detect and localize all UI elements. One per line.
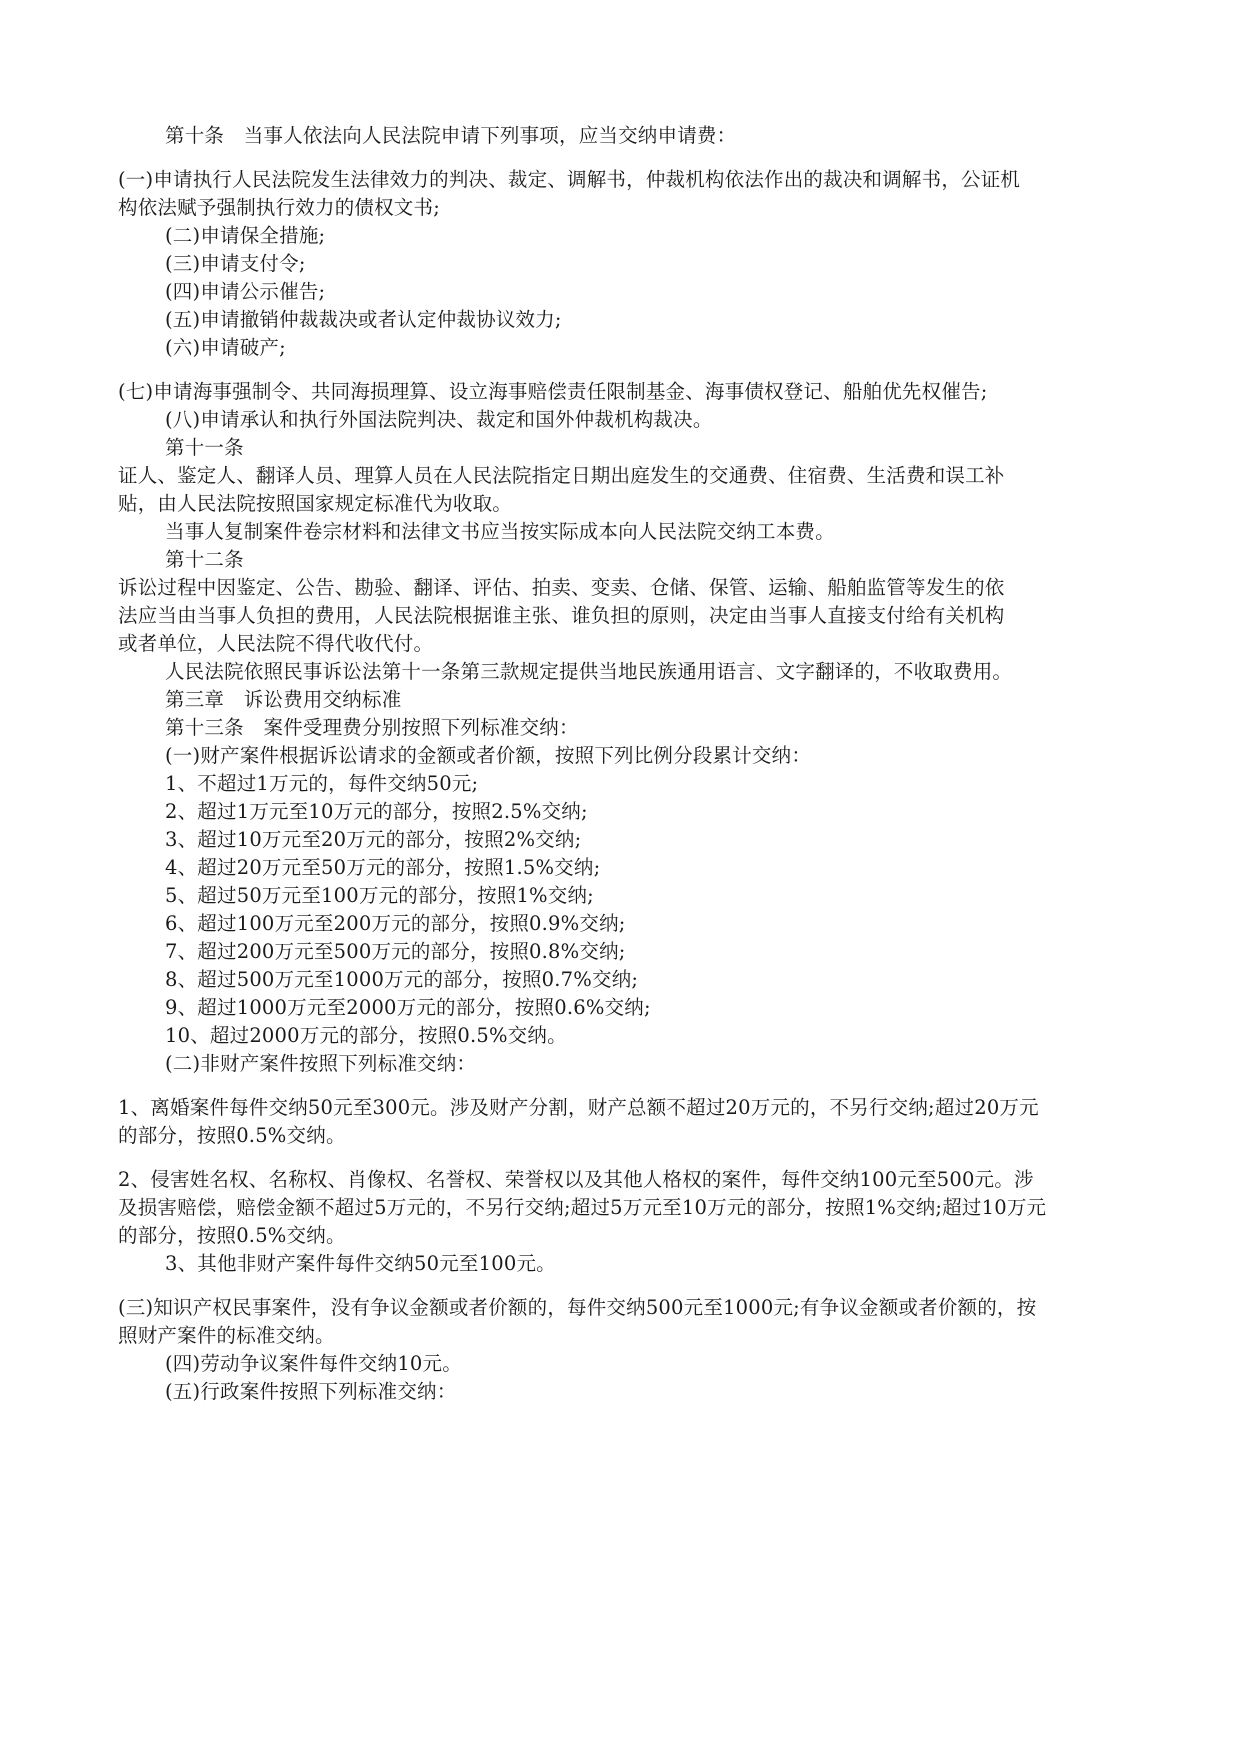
text-line: 5、超过50万元至100万元的部分，按照1%交纳;: [165, 884, 594, 907]
text-line: 3、其他非财产案件每件交纳50元至100元。: [165, 1252, 556, 1275]
text-line: 贴，由人民法院按照国家规定标准代为收取。: [118, 492, 513, 515]
text-line: 诉讼过程中因鉴定、公告、勘验、翻译、评估、拍卖、变卖、仓储、保管、运输、船舶监管等发生的依: [118, 576, 1005, 599]
text-line: 6、超过100万元至200万元的部分，按照0.9%交纳;: [165, 912, 626, 935]
text-line: 第十一条: [165, 436, 244, 459]
text-line: 第十二条: [165, 548, 244, 571]
text-line: (七)申请海事强制令、共同海损理算、设立海事赔偿责任限制基金、海事债权登记、船舶优先权催告;: [118, 380, 988, 403]
text-line: (八)申请承认和执行外国法院判决、裁定和国外仲裁机构裁决。: [165, 408, 713, 431]
text-line: 照财产案件的标准交纳。: [118, 1324, 335, 1347]
text-line: (六)申请破产;: [165, 336, 286, 359]
text-line: 2、超过1万元至10万元的部分，按照2.5%交纳;: [165, 800, 588, 823]
text-line: 3、超过10万元至20万元的部分，按照2%交纳;: [165, 828, 582, 851]
text-line: (四)申请公示催告;: [165, 280, 326, 303]
text-line: 10、超过2000万元的部分，按照0.5%交纳。: [165, 1024, 567, 1047]
text-line: (三)知识产权民事案件，没有争议金额或者价额的，每件交纳500元至1000元;有争议金额或者价额的，按: [118, 1296, 1037, 1319]
text-line: 1、离婚案件每件交纳50元至300元。涉及财产分割，财产总额不超过20万元的，不另行交纳;超过20万元: [118, 1096, 1039, 1119]
text-line: (二)申请保全措施;: [165, 224, 326, 247]
text-line: 当事人复制案件卷宗材料和法律文书应当按实际成本向人民法院交纳工本费。: [165, 520, 835, 543]
text-line: 第十三条 案件受理费分别按照下列标准交纳：: [165, 716, 579, 739]
text-line: (二)非财产案件按照下列标准交纳：: [165, 1052, 477, 1075]
text-line: 人民法院依照民事诉讼法第十一条第三款规定提供当地民族通用语言、文字翻译的，不收取费用。: [165, 660, 1013, 683]
text-line: 2、侵害姓名权、名称权、肖像权、名誉权、荣誉权以及其他人格权的案件，每件交纳100元至500元。涉: [118, 1168, 1034, 1191]
text-line: 9、超过1000万元至2000万元的部分，按照0.6%交纳;: [165, 996, 651, 1019]
text-line: 法应当由当事人负担的费用，人民法院根据谁主张、谁负担的原则，决定由当事人直接支付给有关机构: [118, 604, 1005, 627]
text-line: 证人、鉴定人、翻译人员、理算人员在人民法院指定日期出庭发生的交通费、住宿费、生活费和误工补: [118, 464, 1005, 487]
text-line: (一)申请执行人民法院发生法律效力的判决、裁定、调解书，仲裁机构依法作出的裁决和调解书，公证机: [118, 168, 1021, 191]
text-line: (一)财产案件根据诉讼请求的金额或者价额，按照下列比例分段累计交纳：: [165, 744, 812, 767]
text-line: (五)行政案件按照下列标准交纳：: [165, 1380, 457, 1403]
text-line: (三)申请支付令;: [165, 252, 306, 275]
text-line: 的部分，按照0.5%交纳。: [118, 1124, 346, 1147]
text-line: 8、超过500万元至1000万元的部分，按照0.7%交纳;: [165, 968, 639, 991]
text-line: 第三章 诉讼费用交纳标准: [165, 688, 402, 711]
text-line: (五)申请撤销仲裁裁决或者认定仲裁协议效力;: [165, 308, 562, 331]
text-line: (四)劳动争议案件每件交纳10元。: [165, 1352, 462, 1375]
text-line: 构依法赋予强制执行效力的债权文书;: [118, 196, 440, 219]
text-line: 1、不超过1万元的，每件交纳50元;: [165, 772, 479, 795]
text-line: 及损害赔偿，赔偿金额不超过5万元的，不另行交纳;超过5万元至10万元的部分，按照1%交纳;超过10万元: [118, 1196, 1047, 1219]
text-line: 或者单位，人民法院不得代收代付。: [118, 632, 434, 655]
text-line: 第十条 当事人依法向人民法院申请下列事项，应当交纳申请费：: [165, 124, 737, 147]
text-line: 4、超过20万元至50万元的部分，按照1.5%交纳;: [165, 856, 601, 879]
text-line: 的部分，按照0.5%交纳。: [118, 1224, 346, 1247]
text-line: 7、超过200万元至500万元的部分，按照0.8%交纳;: [165, 940, 626, 963]
